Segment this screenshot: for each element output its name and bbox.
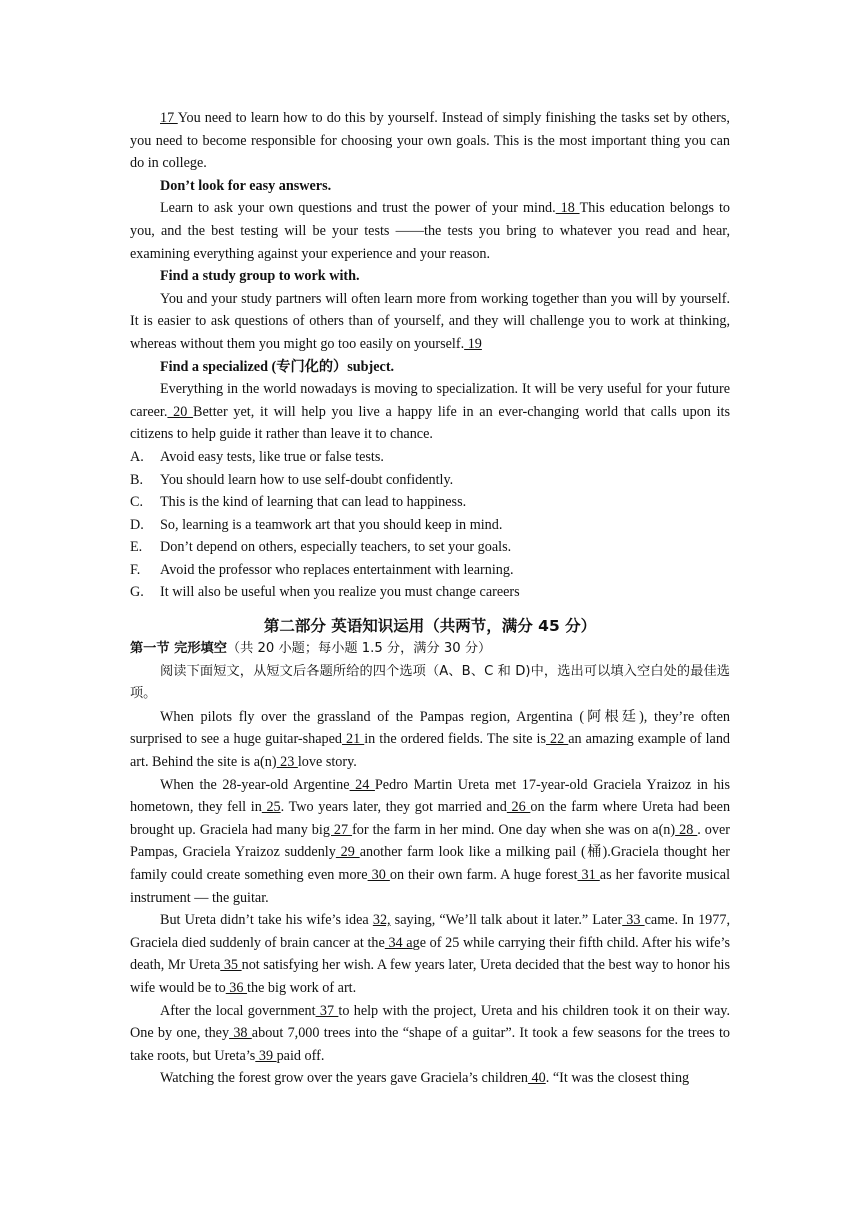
subheading-easy-answers: Don’t look for easy answers.	[160, 177, 332, 194]
text-run: an amazing example of land art. Behind the site is a(n)	[130, 731, 731, 771]
text-run: Watching the forest grow over the years gave Graciela’s children	[160, 1070, 528, 1087]
option-letter: B.	[130, 471, 144, 488]
option-g	[130, 581, 730, 604]
paragraph-text: You need to learn how to do this by yourself. Instead of simply finishing the tasks set by others, you need to become responsible for choosing your own goals. This is the most important thing you can do in college.	[130, 110, 730, 172]
options-list	[130, 446, 730, 604]
paragraph-text: Better yet, it will help you live a happy life in an ever-changing world that calls upon its citizens to help guide it rather than leave it to chance.	[130, 403, 730, 443]
text-run: as her favorite musical instrument — the guitar.	[130, 867, 731, 906]
option-text: This is the kind of learning that can lead to happiness.	[160, 494, 467, 511]
text-run: the big work of art.	[247, 979, 357, 996]
text-run: not satisfying her wish. A few years later, Ureta decided that the best way to honor his wife would be to	[130, 957, 731, 996]
option-text: You should learn how to use self-doubt confidently.	[160, 471, 454, 488]
blank-22: 22	[546, 731, 569, 748]
blank-25: 25	[261, 799, 281, 816]
text-run: for the farm in her mind. One day when she was on a(n)	[352, 821, 676, 838]
text-run: After the local government	[160, 1002, 316, 1019]
option-b	[130, 469, 730, 492]
text-run: love story.	[297, 754, 357, 771]
text-run: came. In 1977, Graciela died suddenly of brain cancer at the	[130, 912, 731, 951]
text-run: . over Pampas, Graciela Yraizoz suddenly	[130, 821, 731, 861]
blank-19: 19	[464, 335, 482, 352]
option-letter: C.	[130, 494, 144, 511]
cloze-instructions: 阅读下面短文，从短文后各题所给的四个选项（A、B、C 和 D)中，选出可以填入空白处的最佳选项。	[130, 663, 730, 702]
option-f	[130, 559, 730, 582]
part-two-title: 第二部分 英语知识运用（共两节，满分 45 分）	[263, 617, 597, 636]
blank-30: 30	[367, 867, 390, 883]
option-e	[130, 536, 730, 559]
subheading-specialized-subject: Find a specialized (专门化的）subject.	[160, 358, 395, 375]
blank-33: 33	[622, 912, 645, 929]
paragraph-text: This education belongs to you, and the best testing will be your tests ——the tests you bring to whatever you read and hear, examining everything against your experience and your reason.	[130, 200, 731, 262]
text-run: saying, “We’ll talk about it later.” Later	[390, 912, 623, 929]
blank-32: 32,	[372, 912, 391, 929]
option-text: Avoid easy tests, like true or false tests.	[160, 448, 384, 465]
blank-27: g 27	[322, 821, 353, 838]
paragraph-text: Everything in the world nowadays is moving to specialization. It will be very useful for your future career.	[130, 381, 730, 420]
paragraph-19	[130, 288, 730, 356]
cloze-paragraph-2	[130, 774, 730, 910]
text-run: on the farm where Ureta had been brought up. Graciela had many bi	[130, 799, 731, 838]
text-run: another farm look like a milking pail (桶).Graciela thought her family could create something even more	[130, 844, 730, 883]
blank-21: 21	[342, 731, 365, 748]
text-run: When the 28-year-old Argentine	[160, 776, 350, 793]
paragraph-text: You and your study partners will often learn more from working together than you will by yourself. It is easier to ask questions of others than of yourself, and they will challenge you to work at thinking, whereas without them you might go too easily on yourself.	[130, 290, 730, 352]
text-run: about 7,000 trees into the “shape of a guitar”. It took a few seasons for the trees to take roots, but Ureta’s	[130, 1025, 730, 1064]
cloze-paragraph-3	[130, 909, 730, 999]
option-text: Avoid the professor who replaces entertainment with learning.	[160, 561, 514, 578]
option-letter: D.	[130, 516, 144, 533]
paragraph-text: Learn to ask your own questions and trust the power of your mind.	[160, 200, 556, 217]
option-text: Don’t depend on others, especially teachers, to set your goals.	[160, 539, 512, 556]
text-run: in the ordered fields. The site is	[364, 731, 547, 748]
section-note: （共 20 小题；每小题 1.5 分，满分 30 分）	[226, 641, 492, 657]
option-letter: G.	[130, 584, 144, 601]
paragraph-17	[130, 107, 730, 175]
blank-36: 36	[225, 979, 248, 996]
blank-28: 28	[675, 821, 698, 838]
blank-24: 24	[349, 776, 375, 793]
blank-23: 23	[276, 754, 298, 771]
paragraph-20	[130, 378, 730, 446]
blank-31: 31	[577, 867, 600, 883]
blank-20: 20	[167, 403, 194, 420]
blank-34: 34 a	[384, 934, 413, 951]
text-run: When pilots fly over the grassland of the Pampas region, Argentina (阿根廷), they’re often surprised to see a huge guitar-shaped	[130, 708, 730, 748]
blank-37: 37	[315, 1002, 339, 1019]
text-run: . “It was the closest thing	[545, 1070, 690, 1087]
blank-35: 35	[220, 957, 242, 974]
option-text: So, learning is a teamwork art that you should keep in mind.	[160, 516, 503, 533]
subheading-study-group: Find a study group to work with.	[160, 268, 360, 285]
option-letter: A.	[130, 448, 144, 465]
option-letter: F.	[130, 561, 141, 578]
text-run: . Two years later, they got married and	[280, 799, 507, 816]
text-run: But Ureta didn’t take his wife’s idea	[160, 912, 373, 929]
cloze-paragraph-4	[130, 1000, 730, 1068]
blank-26: 26	[506, 799, 531, 816]
text-run: on their own farm. A huge forest	[389, 867, 578, 883]
text-run: paid off.	[276, 1047, 325, 1064]
blank-40: 40	[527, 1070, 546, 1087]
option-a	[130, 446, 730, 469]
option-letter: E.	[130, 539, 143, 556]
option-c	[130, 491, 730, 514]
text-run: ge of 25 while carrying their fifth child. After his wife’s death, Mr Ureta	[130, 934, 730, 974]
option-text: It will also be useful when you realize you must change careers	[160, 584, 520, 601]
section-title: 第一节 完形填空	[130, 641, 227, 657]
cloze-paragraph-1	[130, 706, 730, 774]
blank-29: 29	[335, 844, 360, 861]
section-one-heading	[130, 638, 730, 661]
text-run: Pedro Martin Ureta met 17-year-old Graciela Yraizoz in his hometown, they fell in	[130, 776, 730, 816]
blank-18: 18	[555, 200, 580, 217]
cloze-paragraph-5	[130, 1067, 730, 1090]
blank-38: 38	[229, 1025, 252, 1042]
blank-17: 17	[160, 110, 178, 126]
paragraph-18	[130, 197, 730, 265]
blank-39: 39	[255, 1047, 277, 1064]
text-run: to help with the project, Ureta and his children took it on their way. One by one, they	[130, 1002, 730, 1042]
option-d	[130, 514, 730, 537]
exam-page	[130, 107, 730, 1090]
